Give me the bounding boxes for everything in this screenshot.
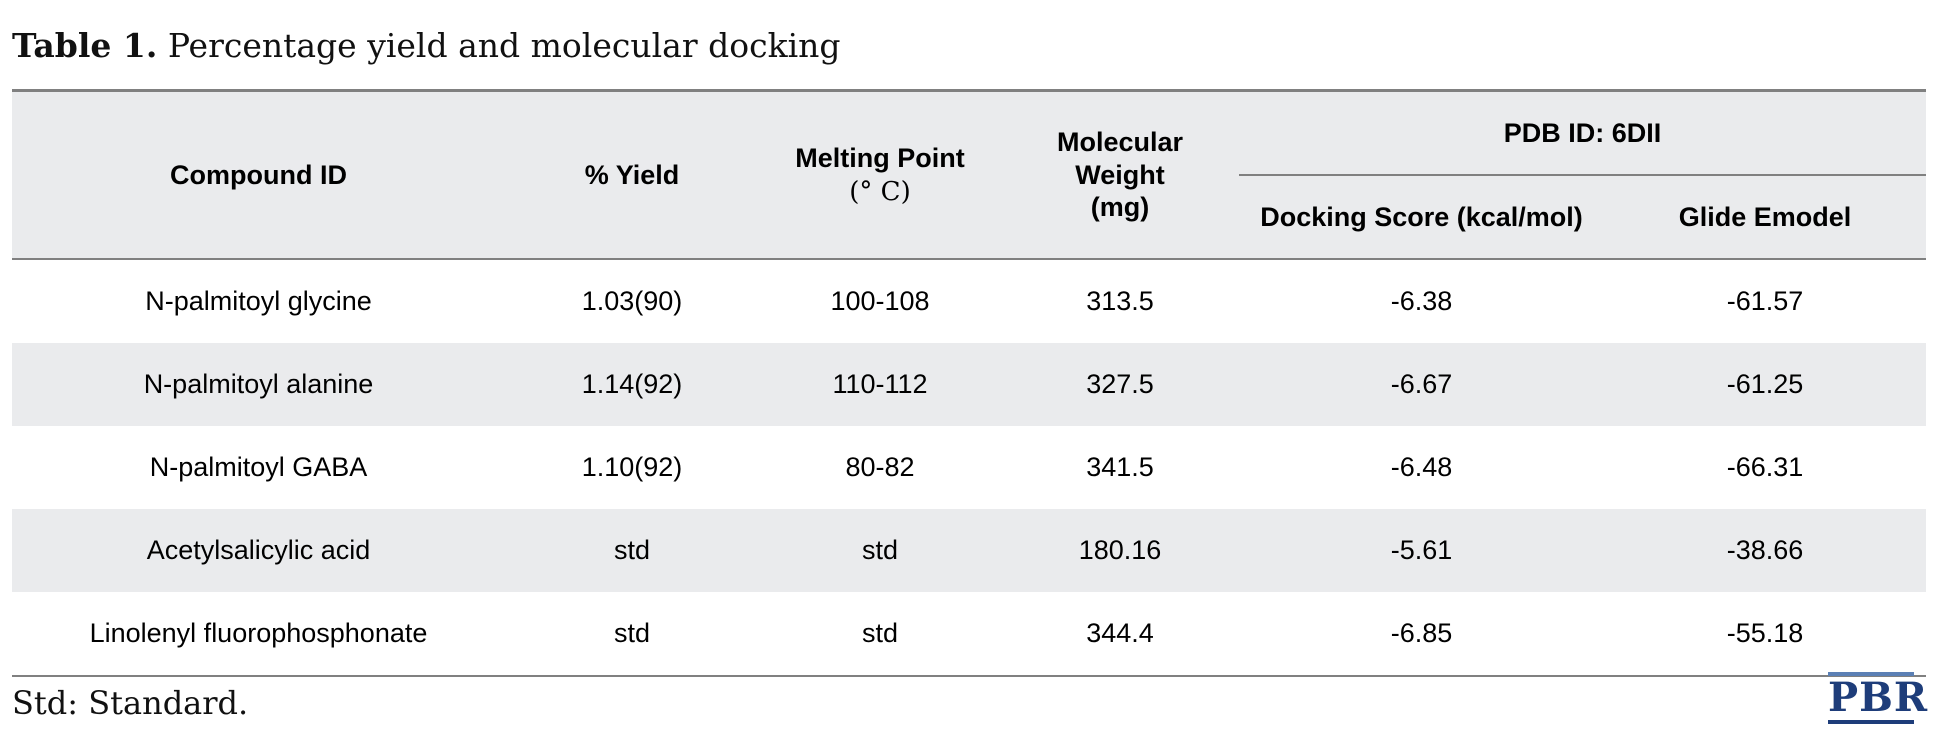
header-yield: % Yield [505,91,759,260]
header-molecular-weight-line1: Molecular [1056,126,1184,157]
cell-glide-emodel: -61.25 [1604,343,1926,426]
cell-docking-score: -6.85 [1390,618,1453,648]
cell-glide-emodel: -61.57 [1726,286,1804,316]
table-row [12,259,1926,343]
cell-compound: N-palmitoyl glycine [145,286,372,316]
cell-glide-emodel: -38.66 [1604,509,1926,592]
table-row [12,509,1926,592]
results-table [12,89,1926,677]
table-footnote: Std: Standard. [12,684,249,722]
caption-text: Percentage yield and molecular docking [167,26,841,65]
header-compound-id: Compound ID [12,91,505,260]
cell-compound: N-palmitoyl GABA [149,452,368,482]
cell-molecular-weight: 180.16 [1001,509,1239,592]
cell-melting-point: 100-108 [830,286,930,316]
cell-glide-emodel: -55.18 [1726,618,1804,648]
header-pdb-group: PDB ID: 6DII [1239,91,1926,176]
header-glide-emodel: Glide Emodel [1604,175,1926,259]
cell-molecular-weight: 327.5 [1001,343,1239,426]
header-melting-point [759,91,1001,260]
cell-yield: std [613,618,651,648]
cell-docking-score: -6.48 [1390,452,1453,482]
header-molecular-weight [1001,91,1239,260]
cell-docking-score: -6.67 [1239,343,1604,426]
cell-docking-score: -6.38 [1390,286,1453,316]
cell-glide-emodel: -66.31 [1726,452,1804,482]
cell-compound: N-palmitoyl alanine [12,343,505,426]
table-caption [12,26,841,65]
cell-yield: std [505,509,759,592]
cell-melting-point: 80-82 [845,452,915,482]
cell-melting-point: std [759,509,1001,592]
header-molecular-weight-line2: Weight [1075,159,1165,190]
cell-docking-score: -5.61 [1239,509,1604,592]
table-row [12,343,1926,426]
caption-label: Table 1. [12,26,158,65]
cell-melting-point: 110-112 [759,343,1001,426]
header-docking-score: Docking Score (kcal/mol) [1239,175,1604,259]
header-melting-point-unit: (° C) [849,176,911,207]
header-molecular-weight-unit: (mg) [1090,192,1150,223]
table-row [12,426,1926,509]
table-row [12,592,1926,676]
cell-yield: 1.14(92) [505,343,759,426]
cell-molecular-weight: 344.4 [1086,618,1154,648]
cell-molecular-weight: 341.5 [1086,452,1154,482]
cell-compound: Acetylsalicylic acid [12,509,505,592]
cell-yield: 1.03(90) [581,286,683,316]
cell-melting-point: std [861,618,899,648]
cell-compound: Linolenyl fluorophosphonate [89,618,428,648]
cell-yield: 1.10(92) [581,452,683,482]
journal-logo: PBR [1828,672,1914,724]
cell-molecular-weight: 313.5 [1086,286,1154,316]
header-melting-point-label: Melting Point [795,142,965,173]
